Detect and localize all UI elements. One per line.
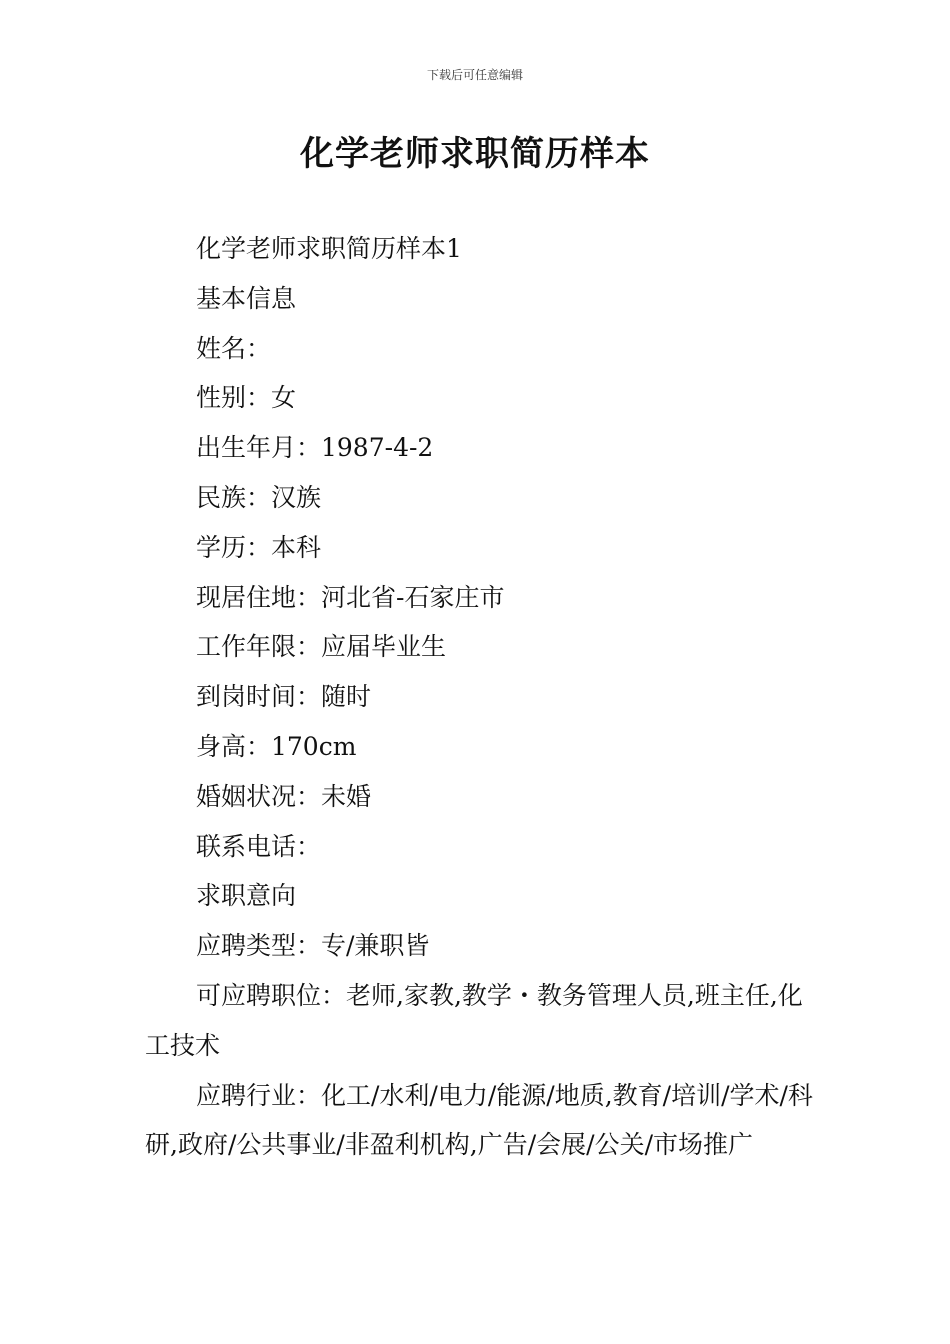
field-start-time: 到岗时间：随时 (196, 682, 372, 712)
field-positions: 可应聘职位：老师,家教,教学・教务管理人员,班主任,化工技术 (145, 980, 803, 1060)
field-job-type: 应聘类型：专/兼职皆 (196, 931, 430, 961)
section-job-intention: 求职意向 (196, 881, 297, 911)
resume-heading: 化学老师求职简历样本1 (196, 234, 462, 263)
document-body (145, 224, 817, 1170)
document-title: 化学老师求职简历样本 (300, 134, 650, 174)
field-marital-status: 婚姻状况：未婚 (196, 781, 372, 811)
field-phone: 联系电话： (196, 831, 322, 861)
field-industries: 应聘行业：化工/水利/电力/能源/地质,教育/培训/学术/科研,政府/公共事业/非盈利机构,广告/会展/公关/市场推广 (145, 1080, 813, 1160)
field-birth-date: 出生年月：1987-4-2 (196, 433, 434, 463)
field-name: 姓名： (196, 333, 272, 363)
header-note: 下载后可任意编辑 (426, 68, 523, 82)
field-residence: 现居住地：河北省-石家庄市 (196, 582, 505, 612)
field-work-years: 工作年限：应届毕业生 (196, 632, 447, 662)
field-height: 身高：170cm (196, 731, 357, 761)
field-gender: 性别：女 (196, 383, 297, 413)
field-education: 学历：本科 (196, 532, 322, 562)
field-ethnicity: 民族：汉族 (196, 482, 322, 512)
section-basic-info: 基本信息 (196, 283, 297, 313)
